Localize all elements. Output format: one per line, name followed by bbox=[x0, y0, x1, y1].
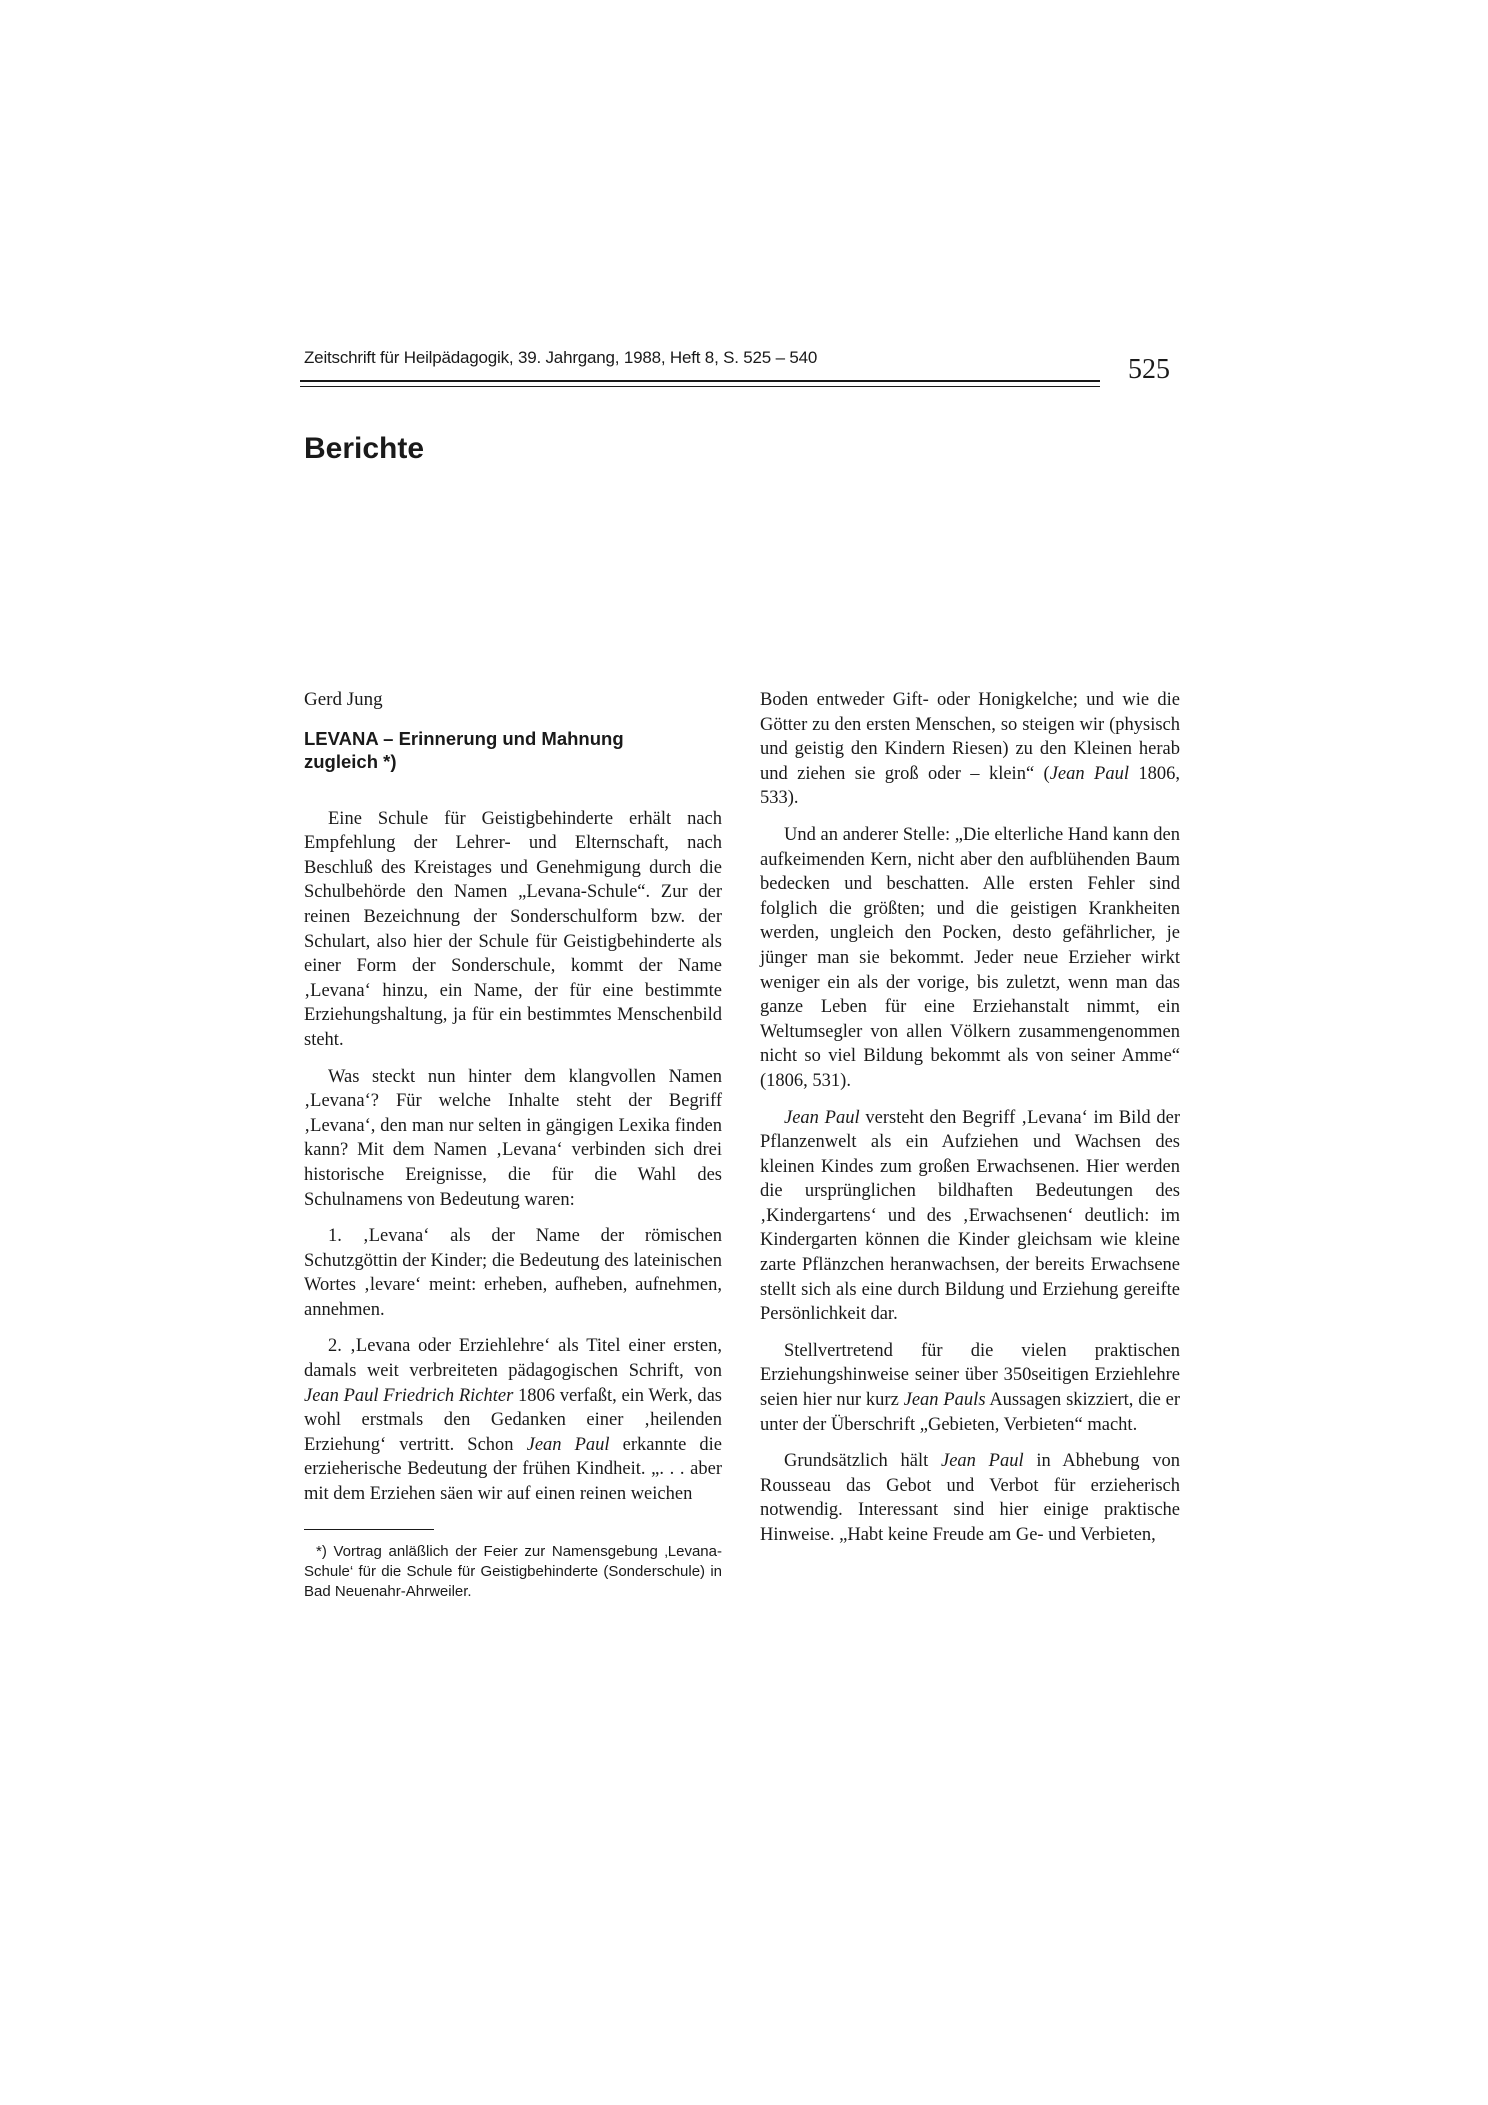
paragraph-7 bbox=[760, 1106, 1180, 1327]
left-column bbox=[304, 688, 722, 1602]
author-reference: Jean Pauls bbox=[903, 1390, 986, 1411]
paragraph-2: Was steckt nun hinter dem klangvollen Namen ‚Levana‘? Für welche Inhalte steht der Begriff ‚Levana‘, den man nur selten in gängigen Lexika finden kann? Mit dem Namen ‚Levana‘ verbinden sich drei historische Ereignisse, die für die Wahl des Schulnamens von Bedeutung waren: bbox=[304, 1066, 722, 1210]
author-reference: Jean Paul bbox=[940, 1451, 1024, 1472]
text-run: Boden entweder Gift- oder Honigkelche; und wie die Götter zu den ersten Menschen, so steigen wir (physisch und geistig den Kindern Riesen) zu den Kleinen herab und ziehen sie groß oder – klein“ ( bbox=[760, 690, 1180, 784]
paragraph-5 bbox=[760, 688, 1180, 811]
text-run: erkannte die erzieherische Bedeutung der frühen Kindheit. „. . . aber mit dem Erziehen säen wir auf einen reinen weichen bbox=[304, 1434, 722, 1505]
running-head: Zeitschrift für Heilpädagogik, 39. Jahrgang, 1988, Heft 8, S. 525 – 540 bbox=[304, 348, 818, 367]
footnote-rule bbox=[304, 1529, 434, 1530]
article-title: LEVANA – Erinnerung und Mahnung zugleich *) bbox=[304, 727, 624, 772]
text-run: versteht den Begriff ‚Levana‘ im Bild der Pflanzenwelt als ein Aufziehen und Wachsen des kleinen Kindes zum großen Erwachsenen. Hier werden die ursprünglichen bildhaften Bedeutungen des ‚Kindergartens‘ und des ‚Erwachsenen‘ deutlich: im Kindergarten können die Kinder gleichsam wie kleine zarte Pflänzchen heranwachsen, der bereits Erwachsene stellt sich als eine durch Bildung und Erziehung gereifte Persönlichkeit dar. bbox=[760, 1107, 1180, 1325]
footnote: *) Vortrag anläßlich der Feier zur Namensgebung ‚Levana-Schule‘ für die Schule für Geistigbehinderte (Sonderschule) in Bad Neuenahr-Ahrweiler. bbox=[304, 1542, 722, 1600]
paragraph-4 bbox=[304, 1334, 722, 1506]
paragraph-8 bbox=[760, 1339, 1180, 1437]
author-name: Gerd Jung bbox=[304, 689, 383, 710]
paragraph-6: Und an anderer Stelle: „Die elterliche Hand kann den aufkeimenden Kern, nicht aber den aufblühenden Baum bedecken und beschatten. Alle ersten Fehler sind folglich die größten; und die geistigen Krankheiten werden, ungleich den Pocken, desto gefährlicher, je jünger man sie bekommt. Jeder neue Erzieher wirkt weniger ein als der vorige, bis zuletzt, wenn man das ganze Leben für eine Erziehanstalt nimmt, ein Weltumsegler von allen Völkern zusammengenommen nicht so viel Bildung bekommt als von seiner Amme“ (1806, 531). bbox=[760, 824, 1180, 1091]
page-number: 525 bbox=[1128, 354, 1170, 385]
paragraph-3: 1. ‚Levana‘ als der Name der römischen Schutzgöttin der Kinder; die Bedeutung des lateinischen Wortes ‚levare‘ meint: erheben, aufheben, aufnehmen, annehmen. bbox=[304, 1226, 722, 1320]
author-reference: Jean Paul bbox=[784, 1107, 860, 1128]
author-reference: Jean Paul Friedrich Richter bbox=[304, 1385, 514, 1406]
text-run: Aussagen skizziert, die er unter der Überschrift „Gebieten, Verbieten“ macht. bbox=[760, 1390, 1180, 1435]
right-column bbox=[760, 688, 1180, 1560]
text-run: 1806, 533). bbox=[760, 763, 1180, 809]
text-run: Stellvertretend für die vielen praktischen Erziehungshinweise seiner über 350seitigen Erziehlehre seien hier nur kurz bbox=[760, 1340, 1180, 1411]
text-run: Grundsätzlich hält bbox=[784, 1451, 941, 1472]
text-run: 2. ‚Levana oder Erziehlehre‘ als Titel einer ersten, damals weit verbreiteten pädagogischen Schrift, von bbox=[304, 1336, 722, 1382]
text-run: 1806 verfaßt, ein Werk, das wohl erstmals den Gedanken einer ‚heilenden Erziehung‘ vertritt. Schon bbox=[304, 1385, 722, 1455]
paragraph-1: Eine Schule für Geistigbehinderte erhält nach Empfehlung der Lehrer- und Elternschaft, nach Beschluß des Kreistages und Genehmigung durch die Schulbehörde den Namen „Levana-Schule“. Zur der reinen Bezeichnung der Sonderschulform bzw. der Schulart, also hier der Schule für Geistigbehinderte als einer Form der Sonderschule, kommt der Name ‚Levana‘ hinzu, ein Name, der für eine bestimmte Erziehungshaltung, ja für ein bestimmtes Menschenbild steht. bbox=[304, 808, 722, 1050]
paragraph-9 bbox=[760, 1449, 1180, 1547]
author-reference: Jean Paul bbox=[526, 1434, 610, 1455]
header-rule-thin bbox=[300, 386, 1100, 387]
section-title: Berichte bbox=[304, 432, 425, 465]
header-rule-thick bbox=[300, 380, 1100, 382]
author-reference: Jean Paul bbox=[1049, 763, 1129, 784]
text-run: in Abhebung von Rousseau das Gebot und Verbot für erzieherisch notwendig. Interessant sind hier einige praktische Hinweise. „Habt keine Freude am Ge- und Verbieten, bbox=[760, 1451, 1180, 1545]
